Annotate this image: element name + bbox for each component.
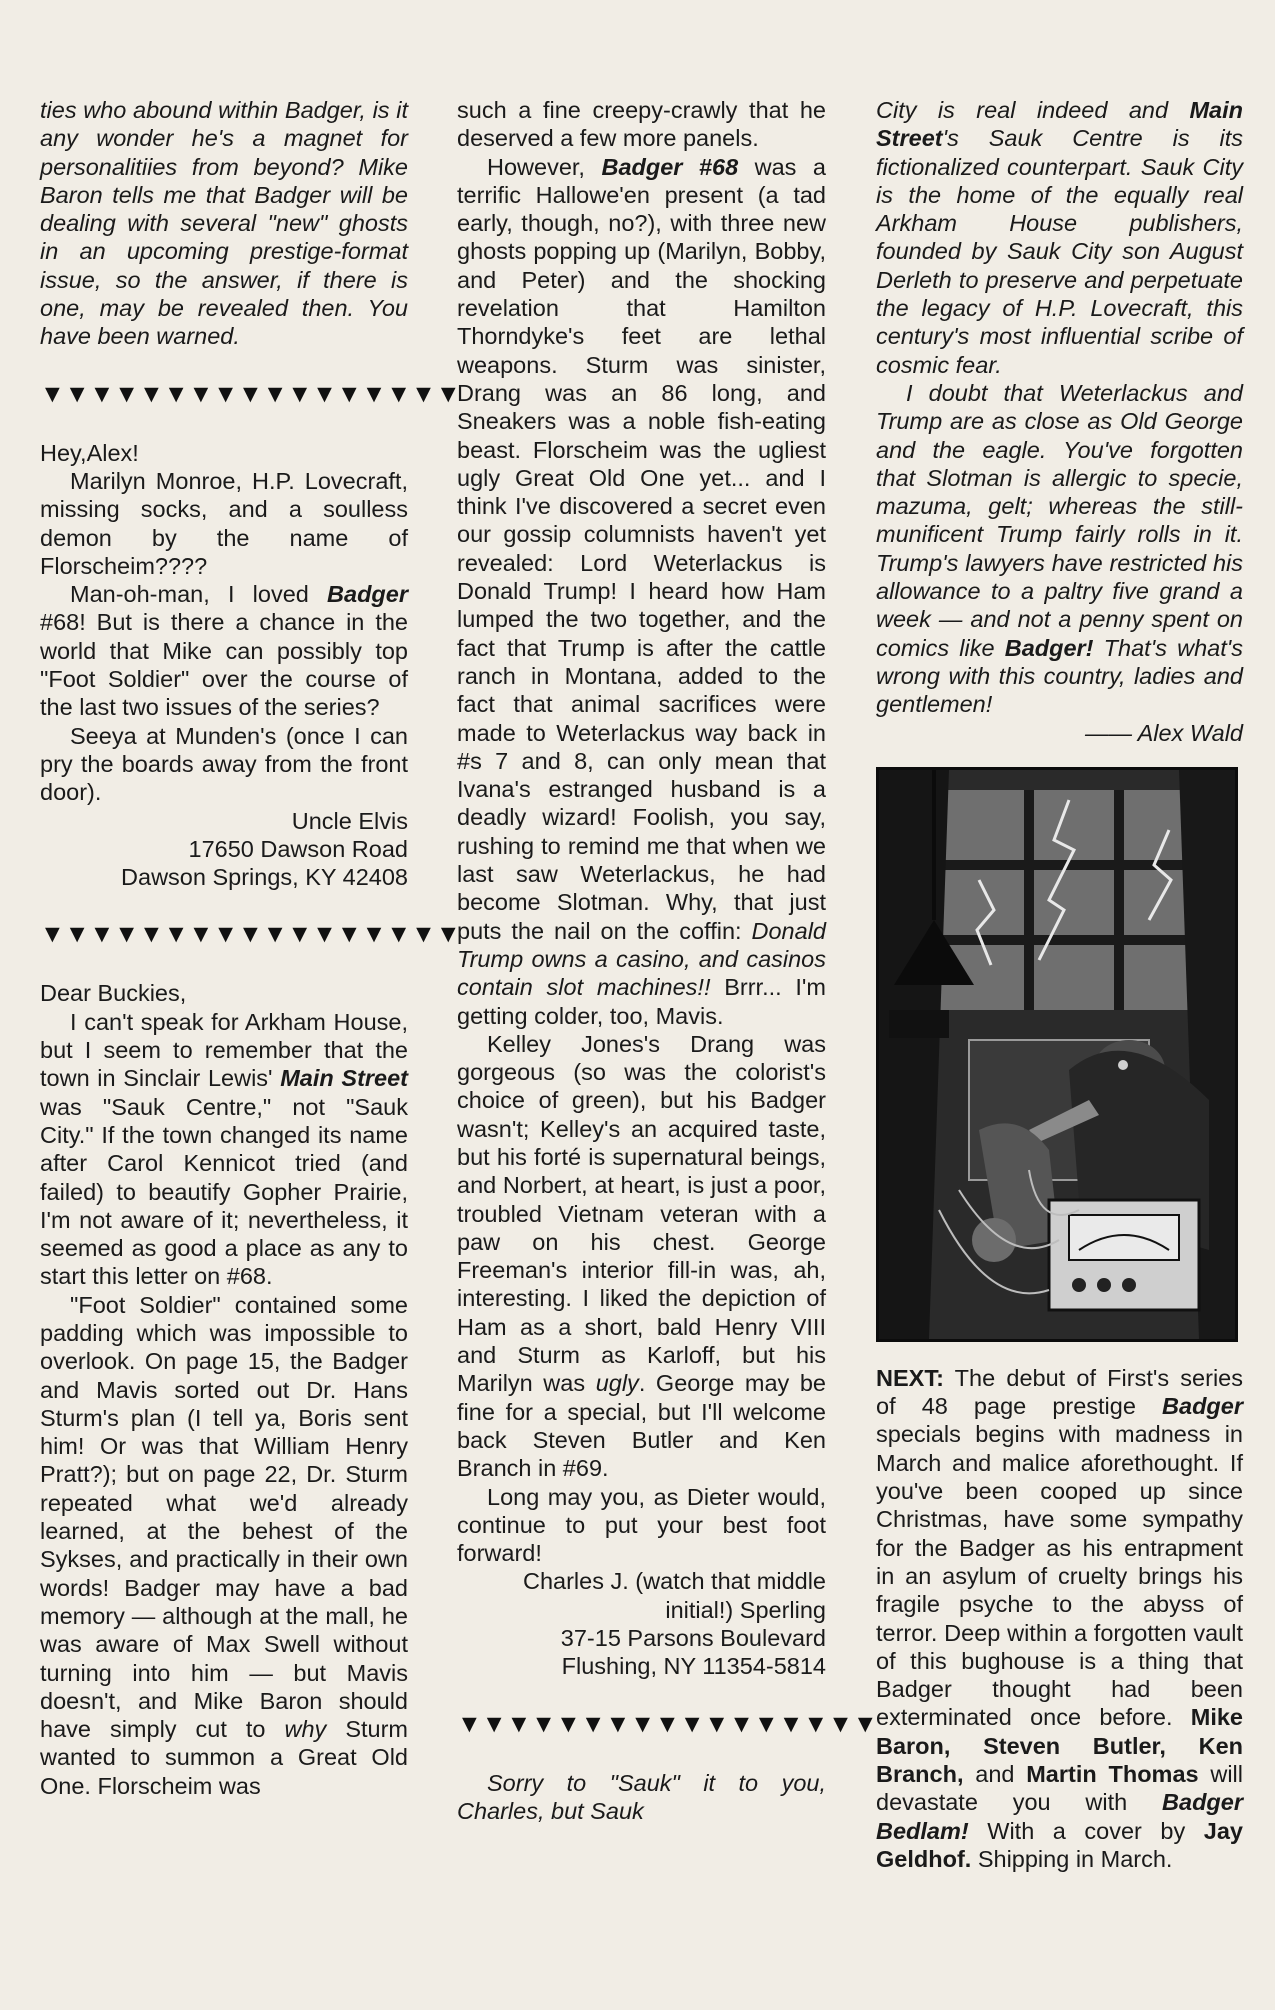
column-1 [40, 96, 461, 1800]
badger-title: Badger [327, 581, 408, 608]
section-divider: ▼▼▼▼▼▼▼▼▼▼▼▼▼▼▼▼▼ [40, 379, 461, 408]
section-divider: ▼▼▼▼▼▼▼▼▼▼▼▼▼▼▼▼▼ [40, 920, 461, 949]
section-divider: ▼▼▼▼▼▼▼▼▼▼▼▼▼▼▼▼▼ [457, 1709, 878, 1738]
column-2 [457, 96, 878, 1825]
control-console-icon [1049, 1200, 1199, 1310]
signature-address: Dawson Springs, KY 42408 [121, 864, 408, 891]
next-issue-blurb: NEXT: The debut of First's series of 48 page prestige Badger specials begins with madness in March and malice aforethought. If you've been cooped up since Christmas, have some sympathy for the Badger as his entrapment in an asylum of cruelty brings his fragile psyche to the abyss of terror. Deep within a forgotten vault of this bughouse is a thing that Badger thought had been exterminated once before. Mike Baron, Steven Butler, Ken Branch, and Martin Thomas will devastate you with Badger Bedlam! With a cover by Jay Geldhof. Shipping in March. [876, 1364, 1243, 1872]
column-3 [876, 96, 1243, 1873]
letter-greeting: Hey,Alex! [40, 439, 139, 466]
editor-signature: —— Alex Wald [1084, 719, 1243, 746]
signature-address: 37-15 Parsons Boulevard [560, 1625, 826, 1652]
letter-paragraph: such a fine creepy-crawly that he deserved a few more panels. [457, 97, 826, 152]
letter-paragraph: Seeya at Munden's (once I can pry the boards away from the front door). [40, 722, 408, 806]
letter-paragraph: Man-oh-man, I loved Badger #68! But is there a chance in the world that Mike can possibly top "Foot Soldier" over the course of the last two issues of the series? [40, 581, 408, 721]
main-street-title: Main Street [280, 1065, 409, 1092]
letter-paragraph: Kelley Jones's Drang was gorgeous (so was the colorist's choice of green), but his Badger wasn't; Kelley's an acquired taste, but his forté is supernatural beings, and Norbert, at heart, is just a poor, troubled Vietnam veteran with a paw on his chest. George Freeman's interior fill-in was, ah, interesting. I liked the depiction of Ham as a short, bald Henry VIII and Sturm as Karloff, but his Marilyn was ugly. George may be fine for a special, but I'll welcome back Steven Butler and Ken Branch in #69. [457, 1030, 826, 1482]
signature-name: Uncle Elvis [291, 807, 408, 834]
editor-reply: City is real indeed and Main Street's Sauk Centre is its fictionalized counterpart. Sauk City is the home of the equally real Arkham House publishers, founded by Sauk City son August Derleth to preserve and perpetuate the legacy of H.P. Lovecraft, this century's most influential scribe of cosmic fear. [876, 97, 1243, 378]
letter-paragraph: I can't speak for Arkham House, but I seem to remember that the town in Sinclair Lewis' Main Street was "Sauk Centre," not "Sauk City." If the town changed its name after Carol Kennicot tried (and failed) to beautify Gopher Prairie, I'm not aware of it; nevertheless, it seemed as good a place as any to start this letter on #68. [40, 1008, 409, 1290]
badger-issue-title: Badger #68 [601, 153, 739, 180]
letter-paragraph: Marilyn Monroe, H.P. Lovecraft, missing socks, and a soulless demon by the name of Florscheim???? [40, 467, 408, 579]
letter-paragraph: Long may you, as Dieter would, continue to put your best foot forward! [457, 1483, 826, 1567]
signature-name: initial!) Sperling [665, 1596, 826, 1623]
letter-charles-sperling [40, 979, 408, 1800]
signature-address: Flushing, NY 11354-5814 [561, 1653, 826, 1680]
editor-reply: I doubt that Weterlackus and Trump are as close as Old George and the eagle. You've forgotten that Slotman is allergic to specie, mazuma, gelt; whereas the still-munificent Trump fairly rolls in it. Trump's lawyers have restricted his allowance to a paltry five grand a week — and not a penny spent on comics like Badger! That's what's wrong with this country, ladies and gentlemen! [876, 379, 1243, 718]
editor-reply-continued: ties who abound within Badger, is it any wonder he's a magnet for personalitiies from beyond? Mike Baron tells me that Badger will be dealing with several "new" ghosts in an upcoming prestige-format issue, so the answer, if there is one, may be revealed then. You have been warned. [40, 97, 408, 350]
signature-name: Charles J. (watch that middle [522, 1568, 826, 1595]
next-label: NEXT: [876, 1364, 944, 1391]
letter-paragraph: "Foot Soldier" contained some padding which was impossible to overlook. On page 15, the Badger and Mavis sorted out Dr. Hans Sturm's plan (I tell ya, Boris sent him! Or was that William Henry Pratt?); but on page 22, Dr. Sturm repeated what we'd already learned, at the behest of the Sykses, and practically in their own words! Badger may have a bad memory — although at the mall, he was aware of Max Swell without turning into him — but Mavis doesn't, and Mike Baron should have simply cut to why Sturm wanted to summon a Great Old One. Florscheim was [40, 1291, 408, 1799]
badger-bedlam-title: Badger Bedlam! [876, 1789, 1243, 1844]
letter-paragraph: However, Badger #68 was a terrific Hallowe'en present (a tad early, though, no?), with three new ghosts popping up (Marilyn, Bobby, and Peter) and the shocking revelation that Hamilton Thorndyke's feet are lethal weapons. Sturm was sinister, Drang was an 86 long, and Sneakers was a noble fish-eating beast. Florscheim was the ugliest ugly Great Old One yet... and I think I've discovered a secret even our gossip columnists haven't yet revealed: Lord Weterlackus is Donald Trump! I heard how Ham lumped the two together, and the fact that Trump is after the cattle ranch in Montana, added to the fact that animal sacrifices were made to Weterlackus way back in #s 7 and 8, can only mean that Ivana's estranged husband is a deadly wizard! Foolish, you say, rushing to remind me that when we last saw Weterlackus, he had become Slotman. Why, that just puts the nail on the coffin: Donald Trump owns a casino, and casinos contain slot machines!! Brrr... I'm getting colder, too, Mavis. [457, 153, 826, 1029]
letter-greeting: Dear Buckies, [40, 980, 187, 1007]
letter-uncle-elvis [40, 439, 408, 892]
illustration-art [879, 770, 1235, 1339]
signature-address: 17650 Dawson Road [188, 835, 408, 862]
editor-reply: Sorry to "Sauk" it to you, Charles, but Sauk [457, 1769, 826, 1824]
badger-illustration [876, 767, 1238, 1342]
